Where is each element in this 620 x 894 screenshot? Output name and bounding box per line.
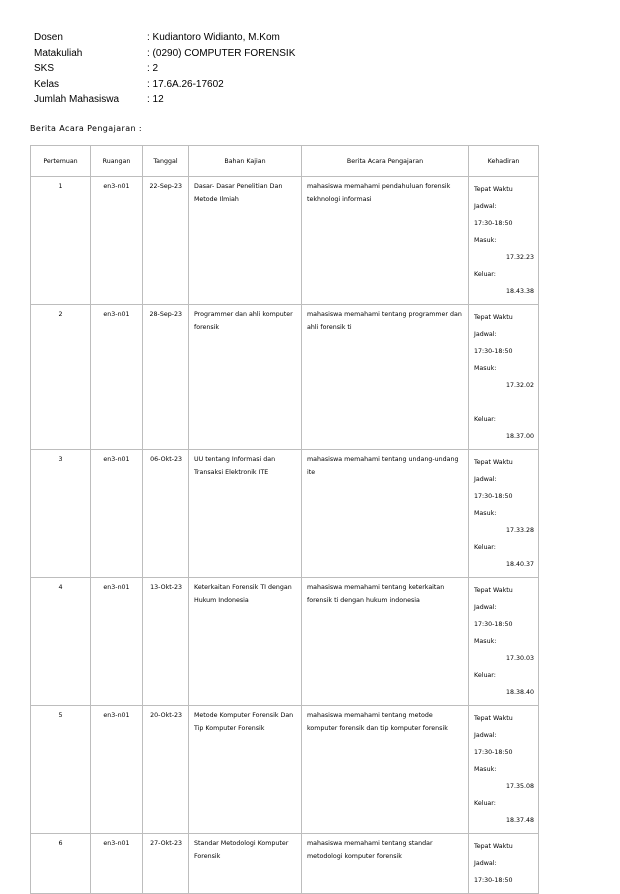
info-row-matakuliah xyxy=(34,46,295,62)
cell-pertemuan: 6 xyxy=(31,834,91,894)
check-out-time: 18.43.38 xyxy=(505,288,534,295)
check-out-time: 18.37.00 xyxy=(505,433,534,440)
schedule-label: Jadwal: xyxy=(474,732,497,739)
schedule-label: Jadwal: xyxy=(474,604,497,611)
check-in-label: Masuk: xyxy=(474,766,497,773)
teaching-report-table xyxy=(30,145,539,894)
cell-berita-acara: mahasiswa memahami tentang metode komputer forensik dan tip komputer forensik xyxy=(302,706,469,834)
spacer xyxy=(474,394,534,411)
schedule-time: 17:30-18:50 xyxy=(474,220,513,227)
schedule-time: 17:30-18:50 xyxy=(474,621,513,628)
cell-tanggal: 28-Sep-23 xyxy=(143,305,189,450)
cell-kehadiran xyxy=(469,834,539,894)
cell-bahan-kajian: Metode Komputer Forensik Dan Tip Komputer Forensik xyxy=(189,706,302,834)
cell-berita-acara: mahasiswa memahami tentang undang-undang ite xyxy=(302,450,469,578)
info-row-kelas xyxy=(34,77,295,93)
cell-ruangan: en3-n01 xyxy=(91,450,143,578)
schedule-time: 17:30-18:50 xyxy=(474,877,513,884)
schedule-time: 17:30-18:50 xyxy=(474,749,513,756)
check-in-time: 17.32.23 xyxy=(505,254,534,261)
check-in-label: Masuk: xyxy=(474,365,497,372)
cell-ruangan: en3-n01 xyxy=(91,305,143,450)
cell-bahan-kajian: UU tentang Informasi dan Transaksi Elektronik ITE xyxy=(189,450,302,578)
table-row xyxy=(31,834,539,894)
info-label: Matakuliah xyxy=(34,47,83,59)
schedule-label: Jadwal: xyxy=(474,860,497,867)
cell-berita-acara: mahasiswa memahami tentang programmer dan ahli forensik ti xyxy=(302,305,469,450)
cell-tanggal: 22-Sep-23 xyxy=(143,177,189,305)
cell-kehadiran xyxy=(469,578,539,706)
attendance-status: Tepat Waktu xyxy=(474,715,513,722)
check-in-time: 17.30.03 xyxy=(505,655,534,662)
schedule-label: Jadwal: xyxy=(474,476,497,483)
attendance-status: Tepat Waktu xyxy=(474,587,513,594)
cell-kehadiran xyxy=(469,305,539,450)
course-info xyxy=(34,30,295,108)
check-out-time: 18.38.40 xyxy=(505,689,534,696)
schedule-time: 17:30-18:50 xyxy=(474,348,513,355)
info-value: : 2 xyxy=(147,63,159,75)
cell-bahan-kajian: Standar Metodologi Komputer Forensik xyxy=(189,834,302,894)
attendance-status: Tepat Waktu xyxy=(474,843,513,850)
cell-tanggal: 27-Okt-23 xyxy=(143,834,189,894)
attendance-status: Tepat Waktu xyxy=(474,186,513,193)
header-pertemuan: Pertemuan xyxy=(31,146,91,177)
attendance-status: Tepat Waktu xyxy=(474,459,513,466)
check-in-time: 17.32.02 xyxy=(505,382,534,389)
cell-kehadiran xyxy=(469,177,539,305)
check-out-label: Keluar: xyxy=(474,271,496,278)
info-label: Kelas xyxy=(34,78,60,90)
table-row xyxy=(31,578,539,706)
schedule-label: Jadwal: xyxy=(474,203,497,210)
check-out-time: 18.40.37 xyxy=(505,561,534,568)
table-row xyxy=(31,706,539,834)
cell-pertemuan: 5 xyxy=(31,706,91,834)
check-in-time: 17.35.08 xyxy=(505,783,534,790)
cell-tanggal: 13-Okt-23 xyxy=(143,578,189,706)
check-out-label: Keluar: xyxy=(474,416,496,423)
table-row xyxy=(31,450,539,578)
cell-kehadiran xyxy=(469,450,539,578)
cell-berita-acara: mahasiswa memahami pendahuluan forensik tekhnologi informasi xyxy=(302,177,469,305)
header-tanggal: Tanggal xyxy=(143,146,189,177)
attendance-status: Tepat Waktu xyxy=(474,314,513,321)
header-kehadiran: Kehadiran xyxy=(469,146,539,177)
table-row xyxy=(31,305,539,450)
header-ruangan: Ruangan xyxy=(91,146,143,177)
check-out-label: Keluar: xyxy=(474,544,496,551)
info-label: SKS xyxy=(34,63,55,75)
cell-pertemuan: 4 xyxy=(31,578,91,706)
cell-ruangan: en3-n01 xyxy=(91,578,143,706)
table-header-row xyxy=(31,146,539,177)
info-row-sks xyxy=(34,61,295,77)
cell-tanggal: 20-Okt-23 xyxy=(143,706,189,834)
check-out-label: Keluar: xyxy=(474,672,496,679)
check-in-label: Masuk: xyxy=(474,510,497,517)
schedule-label: Jadwal: xyxy=(474,331,497,338)
info-label: Jumlah Mahasiswa xyxy=(34,94,120,106)
header-bahan-kajian: Bahan Kajian xyxy=(189,146,302,177)
cell-pertemuan: 1 xyxy=(31,177,91,305)
check-in-label: Masuk: xyxy=(474,237,497,244)
cell-ruangan: en3-n01 xyxy=(91,706,143,834)
cell-pertemuan: 3 xyxy=(31,450,91,578)
cell-ruangan: en3-n01 xyxy=(91,177,143,305)
section-title: Berita Acara Pengajaran : xyxy=(30,124,143,133)
cell-ruangan: en3-n01 xyxy=(91,834,143,894)
schedule-time: 17:30-18:50 xyxy=(474,493,513,500)
cell-bahan-kajian: Keterkaitan Forensik TI dengan Hukum Indonesia xyxy=(189,578,302,706)
info-label: Dosen xyxy=(34,32,63,44)
check-in-time: 17.33.28 xyxy=(505,527,534,534)
cell-bahan-kajian: Programmer dan ahli komputer forensik xyxy=(189,305,302,450)
cell-kehadiran xyxy=(469,706,539,834)
check-out-time: 18.37.48 xyxy=(505,817,534,824)
cell-pertemuan: 2 xyxy=(31,305,91,450)
info-value: : (0290) COMPUTER FORENSIK xyxy=(147,47,296,59)
cell-bahan-kajian: Dasar- Dasar Penelitian Dan Metode Ilmiah xyxy=(189,177,302,305)
cell-tanggal: 06-Okt-23 xyxy=(143,450,189,578)
info-row-dosen xyxy=(34,30,295,46)
cell-berita-acara: mahasiswa memahami tentang standar metodologi komputer forensik xyxy=(302,834,469,894)
table-row xyxy=(31,177,539,305)
check-in-label: Masuk: xyxy=(474,638,497,645)
info-value: : Kudiantoro Widianto, M.Kom xyxy=(147,32,280,44)
header-berita-acara: Berita Acara Pengajaran xyxy=(302,146,469,177)
info-value: : 17.6A.26-17602 xyxy=(147,78,224,90)
info-row-jumlah-mahasiswa xyxy=(34,92,295,108)
check-out-label: Keluar: xyxy=(474,800,496,807)
cell-berita-acara: mahasiswa memahami tentang keterkaitan forensik ti dengan hukum indonesia xyxy=(302,578,469,706)
info-value: : 12 xyxy=(147,94,164,106)
